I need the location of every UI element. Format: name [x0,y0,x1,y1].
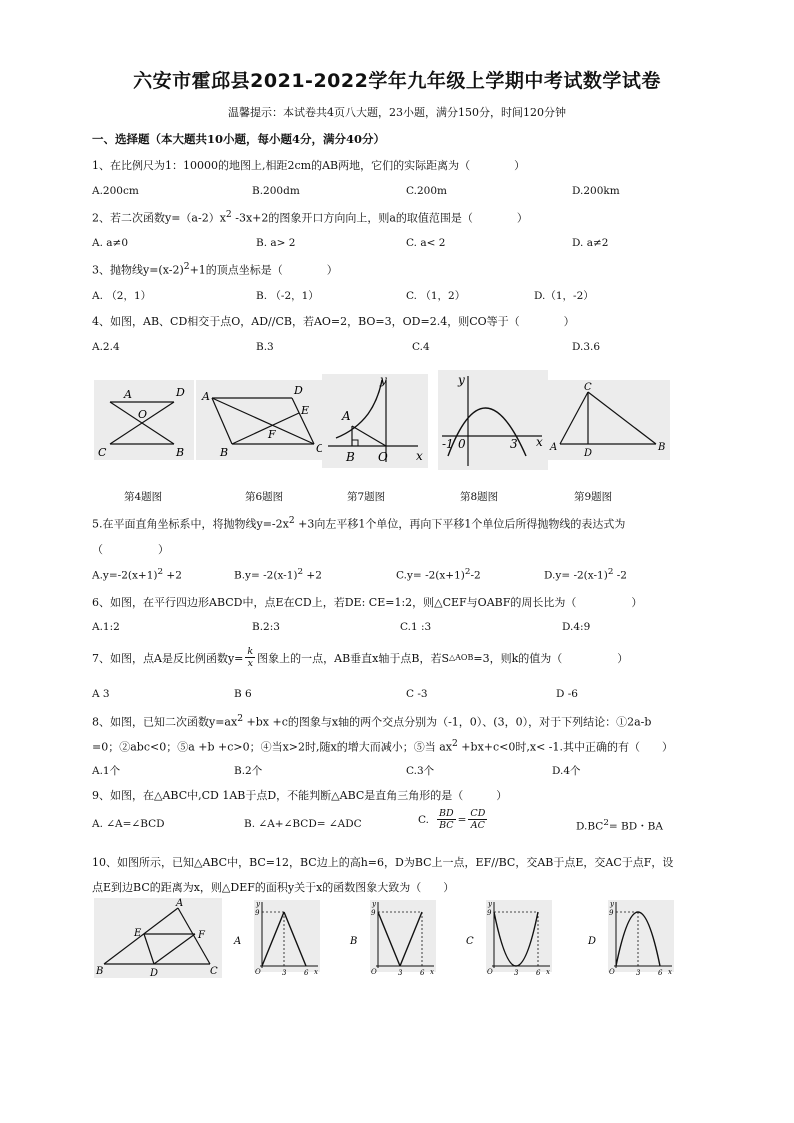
caption-figure-8: 第8题图 [460,491,499,503]
fig8-label-3: 3 [510,437,518,451]
q9-c-fraction-2 [468,808,487,831]
q2-option-b: B. a> 2 [256,237,296,249]
q10-graph-a-o: O [255,968,261,976]
q5-option-c-exponent: 2 [464,567,471,577]
q1-option-d: D.200km [572,185,620,197]
q8-line2-part2: +bx+c<0时,x< -1.其中正确的有（ ） [457,740,673,754]
q10-graph-c-6: 6 [536,969,541,977]
figure-6 [196,380,328,460]
q2-option-c: C. a< 2 [406,237,446,249]
caption-figure-9: 第9题图 [574,491,613,503]
q2-stem-part1: 2、若二次函数y=（a-2）x [92,211,226,225]
fig9-label-c: C [584,382,592,393]
q5-option-a-part1: A.y=-2(x+1) [92,569,158,582]
q7-option-d: D -6 [556,688,578,700]
q10-graph-d-o: O [609,968,615,976]
q2-option-a: A. a≠0 [92,237,128,249]
question-1-stem: 1、在比例尺为1：10000的地图上,相距2cm的AB两地，它们的实际距离为（ ） [92,159,526,172]
q9-option-b: B. ∠A+∠BCD= ∠ADC [244,818,362,830]
q8-option-b: B.2个 [234,765,263,777]
caption-figure-6: 第6题图 [245,491,284,503]
q10-graph-d-label: D [588,936,597,947]
question-4-stem: 4、如图，AB、CD相交于点O，AD//CB，若AO=2，BO=3，OD=2.4，则CO等于（ ） [92,315,575,328]
fig8-label-minus1: -1 [442,437,454,451]
q5-option-d [544,567,627,582]
q4-option-c: C.4 [412,341,430,353]
q9-option-d-exponent: 2 [603,818,609,828]
q9-c-frac2-den: AC [470,820,485,831]
figure-7 [322,374,428,468]
q4-option-b: B.3 [256,341,274,353]
fig4-label-b: B [176,446,185,459]
fig10-label-d: D [150,968,159,978]
q10-graph-a-x: x [314,968,318,976]
fig10-label-f: F [198,930,205,941]
q5-option-d-part2: -2 [613,569,627,582]
q10-graph-c-x: x [546,968,550,976]
q8-option-c: C.3个 [406,765,435,777]
q10-graph-b [348,898,440,980]
q9-option-a: A. ∠A=∠BCD [92,818,165,830]
caption-figure-4: 第4题图 [124,491,163,503]
fig4-label-a: A [124,388,132,401]
q7-stem-part1: 7、如图，点A是反比例函数y= [92,651,244,665]
fig7-label-a: A [342,409,351,423]
q7-stem-part2: 图象上的一点，AB垂直x轴于点B，若S [257,651,449,665]
fig7-label-o: O [378,450,388,464]
q6-option-b: B.2:3 [252,621,280,633]
q10-graph-c-o: O [487,968,493,976]
q7-option-b: B 6 [234,688,252,700]
exam-tip: 温馨提示：本试卷共4页八大题，23小题，满分150分，时间120分钟 [228,106,566,119]
q10-graph-b-o: O [371,968,377,976]
q5-answer-paren: （ ） [92,543,169,556]
q8-exponent-2: 2 [451,738,458,749]
q5-option-b [234,567,322,582]
q3-option-b: B. （-2，1） [256,290,319,302]
q3-option-c: C. （1，2） [406,290,466,302]
q5-option-d-part1: D.y= -2(x-1) [544,569,608,582]
q8-option-d: D.4个 [552,765,581,777]
fig4-label-c: C [98,446,107,459]
q9-option-c [418,808,489,831]
fig9-label-b: B [658,442,666,453]
q8-option-a: A.1个 [92,765,121,777]
question-7-stem [92,646,628,669]
fig7-label-x: x [416,449,423,463]
fig9-label-a: A [550,442,558,453]
question-8-line-1 [92,713,651,730]
section-1-heading: 一、选择题（本大题共10小题，每小题4分，满分40分） [92,132,386,146]
fig10-label-b: B [96,966,104,977]
q9-c-fraction-1 [437,808,456,831]
q10-graph-c-9: 9 [487,909,492,917]
q2-option-d: D. a≠2 [572,237,609,249]
q3-stem-part1: 3、抛物线y=(x-2) [92,263,184,277]
q10-graph-a-9: 9 [255,909,260,917]
q10-graph-b-3: 3 [398,969,403,977]
q9-option-d-part1: D.BC [576,820,604,833]
q7-frac-denominator: x [247,658,253,669]
fig6-label-d: D [294,384,303,397]
q1-option-b: B.200dm [252,185,300,197]
q5-option-a-part2: +2 [163,569,182,582]
q5-option-b-part2: +2 [303,569,322,582]
question-5-stem [92,515,625,532]
q10-graph-d-3: 3 [636,969,641,977]
q10-graph-a-6: 6 [304,969,309,977]
q10-graph-d [586,898,678,980]
q9-option-c-letter: C. [418,813,429,826]
q10-graph-a-3: 3 [282,969,287,977]
caption-figure-7: 第7题图 [347,491,386,503]
figure-9 [548,380,670,460]
fig10-label-a: A [176,898,184,909]
figure-10-triangle [94,898,222,978]
q9-option-d [576,818,663,834]
question-10-line-2: 点E到边BC的距离为x，则△DEF的面积y关于x的函数图象大致为（ ） [92,881,455,894]
question-6-stem: 6、如图，在平行四边形ABCD中，点E在CD上，若DE: CE=1:2，则△CEF与OABF的周长比为（ ） [92,596,643,609]
q1-option-c: C.200m [406,185,447,197]
fig9-label-d: D [584,448,593,459]
q10-graph-d-6: 6 [658,969,663,977]
fig8-label-x: x [536,435,543,449]
q10-graph-d-x: x [668,968,672,976]
q5-option-c [396,567,481,582]
fig7-label-b: B [346,450,355,464]
q10-graph-b-y: y [372,900,376,908]
figure-8 [438,370,548,470]
q10-graph-c [464,898,556,980]
q7-option-a: A 3 [92,688,110,700]
q5-option-b-part1: B.y= -2(x-1) [234,569,298,582]
figure-4 [94,380,194,460]
fig8-label-0: 0 [458,437,466,451]
fig7-label-y: y [380,374,387,387]
q5-stem-part2: +3向左平移1个单位，再向下平移1个单位后所得抛物线的表达式为 [294,517,626,531]
q3-option-d: D.（1，-2） [534,290,594,302]
q10-graph-d-9: 9 [609,909,614,917]
fig10-label-c: C [210,966,218,977]
q1-option-a: A.200cm [92,185,139,197]
q7-option-c: C -3 [406,688,428,700]
q10-graph-a-label: A [234,936,242,947]
q7-stem-part3: =3，则k的值为（ ） [473,651,629,665]
q7-subscript: △AOB [449,653,474,662]
fig6-label-a: A [202,390,210,403]
question-10-line-1: 10、如图所示，已知△ABC中，BC=12，BC边上的高h=6，D为BC上一点，EF//BC，交AB于点E，交AC于点F，设 [92,856,674,869]
q5-stem-part1: 5.在平面直角坐标系中，将抛物线y=-2x [92,517,289,531]
question-8-line-2 [92,738,673,755]
q10-graph-c-3: 3 [514,969,519,977]
q2-exponent: 2 [225,209,232,220]
q5-option-a-exponent: 2 [157,567,164,577]
q10-graph-b-label: B [350,936,358,947]
question-2-stem [92,209,528,226]
fig6-label-c: C [316,442,325,455]
q4-option-a: A.2.4 [92,341,120,353]
q10-graph-d-y: y [610,900,614,908]
q10-graph-c-label: C [466,936,474,947]
q10-graph-a-y: y [256,900,260,908]
page-title: 六安市霍邱县2021-2022学年九年级上学期中考试数学试卷 [133,70,661,92]
q2-stem-part2: -3x+2的图象开口方向向上，则a的取值范围是（ ） [231,211,528,225]
q5-option-c-part2: -2 [470,569,481,582]
q4-option-d: D.3.6 [572,341,601,353]
q6-option-d: D.4:9 [562,621,591,633]
q7-fraction [245,646,255,669]
q9-c-frac1-num: BD [439,808,454,819]
fig10-label-e: E [134,928,142,939]
q3-exponent: 2 [183,261,190,272]
q6-option-a: A.1:2 [92,621,120,633]
q10-graph-a [232,898,324,980]
q9-c-frac1-den: BC [439,820,454,831]
q8-line2-part1: =0；②abc<0；⑤a +b +c>0；④当x>2时,随x的增大而减小；⑤当 ax [92,740,452,754]
fig6-label-b: B [220,446,229,459]
question-3-stem [92,261,338,278]
q5-option-b-exponent: 2 [297,567,304,577]
q8-line1-part2: +bx +c的图象与x轴的两个交点分别为（-1，0）、(3，0），对于下列结论：①2a-b [243,715,652,729]
q7-frac-numerator: k [247,646,254,657]
q10-graph-b-6: 6 [420,969,425,977]
fig6-label-f: F [268,428,276,441]
q5-option-d-exponent: 2 [607,567,614,577]
q5-option-c-part1: C.y= -2(x+1) [396,569,465,582]
fig4-label-d: D [176,386,185,399]
q3-option-a: A. （2，1） [92,290,152,302]
q6-option-c: C.1 :3 [400,621,432,633]
q5-exponent: 2 [288,515,295,526]
fig6-label-e: E [301,404,310,417]
q10-graph-b-x: x [430,968,434,976]
q5-option-a [92,567,182,582]
question-9-stem: 9、如图，在△ABC中,CD 1AB于点D，不能判断△ABC是直角三角形的是（ ） [92,789,508,802]
q8-line1-part1: 8、如图，已知二次函数y=ax [92,715,238,729]
fig8-label-y: y [458,373,465,387]
q9-c-frac2-num: CD [470,808,486,819]
q9-c-equals: = [457,813,467,826]
q3-stem-part2: +1的顶点坐标是（ ） [189,263,338,277]
q9-option-d-part2: = BD・BA [608,820,663,833]
fig4-label-o: O [138,408,148,421]
q8-exponent-1: 2 [237,713,244,724]
q10-graph-b-9: 9 [371,909,376,917]
q10-graph-c-y: y [488,900,492,908]
